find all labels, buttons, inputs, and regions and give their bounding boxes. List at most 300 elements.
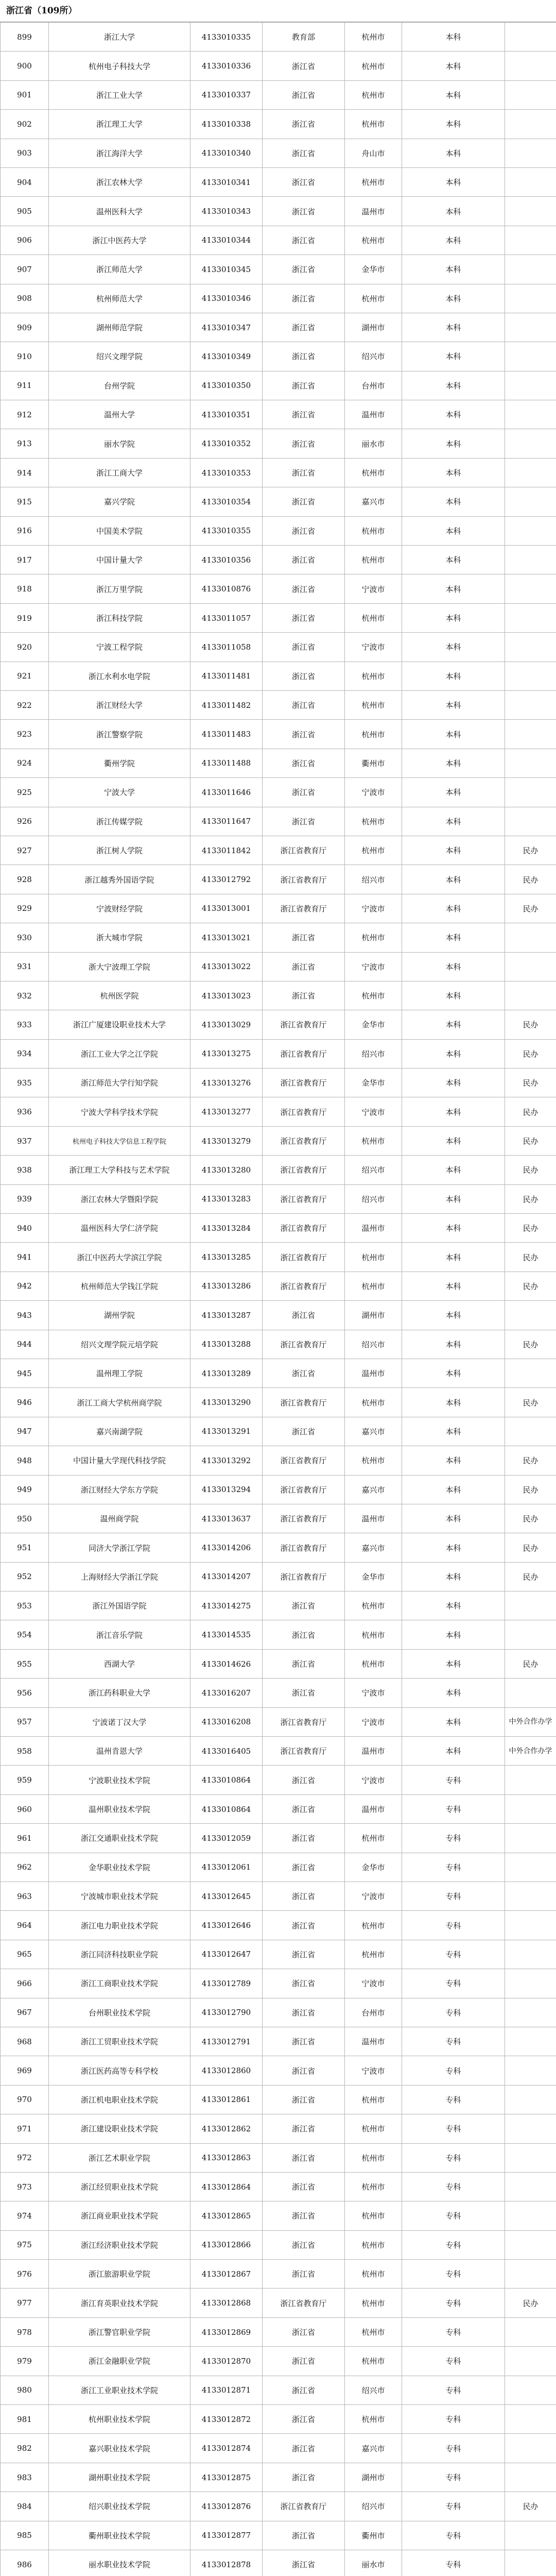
school-name-cell: 杭州职业技术学院: [49, 2405, 190, 2434]
row-index-cell: 969: [1, 2056, 49, 2085]
school-name-cell: 温州医科大学: [49, 197, 190, 226]
supervisor-cell: 浙江省: [263, 1794, 345, 1823]
row-index-cell: 936: [1, 1097, 49, 1126]
supervisor-cell: 浙江省: [263, 139, 345, 167]
table-row: [1, 110, 556, 139]
level-cell: 本科: [402, 284, 505, 313]
city-cell: 嘉兴市: [345, 1475, 402, 1504]
note-cell: [505, 342, 556, 371]
table-row: [1, 2027, 556, 2056]
note-cell: [505, 2260, 556, 2289]
table-row: [1, 80, 556, 109]
note-cell: [505, 1359, 556, 1387]
note-cell: [505, 2143, 556, 2172]
school-code-cell: 4133012862: [190, 2114, 263, 2143]
table-row: [1, 1272, 556, 1300]
row-index-cell: 906: [1, 226, 49, 255]
note-cell: [505, 1417, 556, 1446]
note-cell: [505, 1794, 556, 1823]
city-cell: 杭州市: [345, 1591, 402, 1620]
level-cell: 专科: [402, 2347, 505, 2376]
supervisor-cell: 浙江省: [263, 1591, 345, 1620]
school-code-cell: 4133013637: [190, 1504, 263, 1533]
school-code-cell: 4133013029: [190, 1010, 263, 1039]
school-name-cell: 嘉兴职业技术学院: [49, 2434, 190, 2463]
table-row: [1, 2172, 556, 2201]
city-cell: 宁波市: [345, 1969, 402, 1998]
row-index-cell: 958: [1, 1737, 49, 1766]
school-name-cell: 浙江医药高等专科学校: [49, 2056, 190, 2085]
school-code-cell: 4133011488: [190, 749, 263, 777]
city-cell: 杭州市: [345, 2201, 402, 2230]
school-name-cell: 杭州电子科技大学信息工程学院: [49, 1126, 190, 1155]
row-index-cell: 947: [1, 1417, 49, 1446]
row-index-cell: 920: [1, 633, 49, 662]
note-cell: [505, 167, 556, 196]
table-row: [1, 2405, 556, 2434]
school-name-cell: 台州职业技术学院: [49, 1998, 190, 2027]
table-row: [1, 1766, 556, 1794]
row-index-cell: 903: [1, 139, 49, 167]
level-cell: 本科: [402, 1330, 505, 1359]
note-cell: 民办: [505, 1069, 556, 1097]
supervisor-cell: 浙江省教育厅: [263, 1010, 345, 1039]
school-name-cell: 浙江工业大学: [49, 80, 190, 109]
row-index-cell: 959: [1, 1766, 49, 1794]
level-cell: 本科: [402, 1737, 505, 1766]
table-row: [1, 1184, 556, 1213]
supervisor-cell: 浙江省教育厅: [263, 1707, 345, 1736]
level-cell: 专科: [402, 2201, 505, 2230]
note-cell: [505, 981, 556, 1010]
level-cell: 本科: [402, 1446, 505, 1475]
city-cell: 杭州市: [345, 1911, 402, 1940]
city-cell: 温州市: [345, 1504, 402, 1533]
level-cell: 本科: [402, 1301, 505, 1330]
row-index-cell: 913: [1, 429, 49, 458]
school-name-cell: 浙江警察学院: [49, 720, 190, 749]
supervisor-cell: 浙江省: [263, 429, 345, 458]
school-name-cell: 浙江育英职业技术学院: [49, 2289, 190, 2317]
school-name-cell: 杭州师范大学: [49, 284, 190, 313]
school-name-cell: 温州肯恩大学: [49, 1737, 190, 1766]
school-code-cell: 4133012059: [190, 1824, 263, 1853]
school-code-cell: 4133011646: [190, 778, 263, 807]
level-cell: 专科: [402, 1882, 505, 1911]
supervisor-cell: 浙江省教育厅: [263, 1388, 345, 1417]
level-cell: 本科: [402, 1097, 505, 1126]
table-row: [1, 371, 556, 400]
level-cell: 专科: [402, 2260, 505, 2289]
school-code-cell: 4133012061: [190, 1853, 263, 1882]
school-code-cell: 4133010347: [190, 313, 263, 342]
row-index-cell: 918: [1, 574, 49, 603]
level-cell: 专科: [402, 2143, 505, 2172]
row-index-cell: 979: [1, 2347, 49, 2376]
city-cell: 温州市: [345, 400, 402, 429]
city-cell: 金华市: [345, 1010, 402, 1039]
row-index-cell: 922: [1, 690, 49, 719]
note-cell: [505, 313, 556, 342]
section-title: 浙江省（109所）: [0, 0, 556, 22]
supervisor-cell: 浙江省: [263, 1359, 345, 1387]
level-cell: 专科: [402, 1766, 505, 1794]
note-cell: 民办: [505, 1156, 556, 1184]
city-cell: 杭州市: [345, 80, 402, 109]
school-name-cell: 宁波城市职业技术学院: [49, 1882, 190, 1911]
note-cell: [505, 807, 556, 836]
note-cell: 民办: [505, 865, 556, 894]
school-name-cell: 宁波大学科学技术学院: [49, 1097, 190, 1126]
supervisor-cell: 浙江省: [263, 2550, 345, 2576]
school-code-cell: 4133012867: [190, 2260, 263, 2289]
row-index-cell: 942: [1, 1272, 49, 1300]
row-index-cell: 986: [1, 2550, 49, 2576]
school-code-cell: 4133012860: [190, 2056, 263, 2085]
supervisor-cell: 浙江省教育厅: [263, 1475, 345, 1504]
city-cell: 杭州市: [345, 284, 402, 313]
supervisor-cell: 浙江省教育厅: [263, 1184, 345, 1213]
table-row: [1, 865, 556, 894]
school-name-cell: 浙江海洋大学: [49, 139, 190, 167]
school-code-cell: 4133010355: [190, 516, 263, 545]
city-cell: 宁波市: [345, 952, 402, 981]
school-code-cell: 4133012792: [190, 865, 263, 894]
supervisor-cell: 浙江省: [263, 400, 345, 429]
school-name-cell: 金华职业技术学院: [49, 1853, 190, 1882]
table-row: [1, 1969, 556, 1998]
city-cell: 杭州市: [345, 546, 402, 574]
table-row: [1, 603, 556, 632]
note-cell: [505, 400, 556, 429]
school-code-cell: 4133014626: [190, 1649, 263, 1678]
school-name-cell: 上海财经大学浙江学院: [49, 1562, 190, 1591]
row-index-cell: 976: [1, 2260, 49, 2289]
school-name-cell: 浙江工商大学杭州商学院: [49, 1388, 190, 1417]
note-cell: [505, 2376, 556, 2404]
note-cell: 民办: [505, 1184, 556, 1213]
school-code-cell: 4133010346: [190, 284, 263, 313]
city-cell: 杭州市: [345, 2114, 402, 2143]
level-cell: 本科: [402, 516, 505, 545]
school-code-cell: 4133016405: [190, 1737, 263, 1766]
row-index-cell: 945: [1, 1359, 49, 1387]
level-cell: 专科: [402, 2056, 505, 2085]
school-code-cell: 4133012789: [190, 1969, 263, 1998]
supervisor-cell: 浙江省: [263, 516, 345, 545]
supervisor-cell: 浙江省: [263, 546, 345, 574]
supervisor-cell: 浙江省: [263, 778, 345, 807]
note-cell: [505, 2085, 556, 2114]
city-cell: 台州市: [345, 371, 402, 400]
school-code-cell: 4133013288: [190, 1330, 263, 1359]
school-name-cell: 浙江工业职业技术学院: [49, 2376, 190, 2404]
city-cell: 杭州市: [345, 2260, 402, 2289]
level-cell: 本科: [402, 1620, 505, 1649]
note-cell: 民办: [505, 1388, 556, 1417]
row-index-cell: 953: [1, 1591, 49, 1620]
supervisor-cell: 浙江省: [263, 2172, 345, 2201]
city-cell: 杭州市: [345, 1388, 402, 1417]
note-cell: [505, 1911, 556, 1940]
school-name-cell: 浙江药科职业大学: [49, 1679, 190, 1707]
level-cell: 本科: [402, 778, 505, 807]
note-cell: 民办: [505, 1533, 556, 1562]
level-cell: 专科: [402, 1853, 505, 1882]
city-cell: 杭州市: [345, 167, 402, 196]
city-cell: 杭州市: [345, 1272, 402, 1300]
level-cell: 本科: [402, 371, 505, 400]
note-cell: [505, 2056, 556, 2085]
row-index-cell: 983: [1, 2463, 49, 2492]
city-cell: 杭州市: [345, 226, 402, 255]
school-code-cell: 4133012872: [190, 2405, 263, 2434]
supervisor-cell: 浙江省: [263, 2143, 345, 2172]
table-row: [1, 2230, 556, 2259]
level-cell: 专科: [402, 1824, 505, 1853]
note-cell: 民办: [505, 1475, 556, 1504]
note-cell: [505, 1766, 556, 1794]
note-cell: [505, 139, 556, 167]
school-name-cell: 浙江传媒学院: [49, 807, 190, 836]
note-cell: [505, 1591, 556, 1620]
city-cell: 绍兴市: [345, 1039, 402, 1068]
school-code-cell: 4133013285: [190, 1243, 263, 1272]
row-index-cell: 973: [1, 2172, 49, 2201]
school-name-cell: 中国计量大学现代科技学院: [49, 1446, 190, 1475]
school-code-cell: 4133012861: [190, 2085, 263, 2114]
school-name-cell: 浙江经济职业技术学院: [49, 2230, 190, 2259]
row-index-cell: 901: [1, 80, 49, 109]
supervisor-cell: 浙江省教育厅: [263, 1533, 345, 1562]
table-row: [1, 1010, 556, 1039]
table-row: [1, 2085, 556, 2114]
level-cell: 本科: [402, 1475, 505, 1504]
supervisor-cell: 浙江省: [263, 981, 345, 1010]
school-code-cell: 4133016208: [190, 1707, 263, 1736]
supervisor-cell: 浙江省: [263, 110, 345, 139]
supervisor-cell: 浙江省教育厅: [263, 1097, 345, 1126]
school-code-cell: 4133012869: [190, 2317, 263, 2346]
school-name-cell: 湖州职业技术学院: [49, 2463, 190, 2492]
supervisor-cell: 浙江省教育厅: [263, 1069, 345, 1097]
level-cell: 本科: [402, 400, 505, 429]
supervisor-cell: 浙江省: [263, 2114, 345, 2143]
school-code-cell: 4133012875: [190, 2463, 263, 2492]
table-row: [1, 1707, 556, 1736]
table-row: [1, 1069, 556, 1097]
level-cell: 本科: [402, 226, 505, 255]
supervisor-cell: 浙江省: [263, 749, 345, 777]
supervisor-cell: 浙江省教育厅: [263, 1214, 345, 1243]
supervisor-cell: 浙江省教育厅: [263, 1039, 345, 1068]
school-name-cell: 浙江万里学院: [49, 574, 190, 603]
table-row: [1, 1156, 556, 1184]
table-row: [1, 2201, 556, 2230]
level-cell: 本科: [402, 836, 505, 865]
supervisor-cell: 浙江省: [263, 1911, 345, 1940]
school-code-cell: 4133013294: [190, 1475, 263, 1504]
supervisor-cell: 浙江省: [263, 1301, 345, 1330]
city-cell: 宁波市: [345, 894, 402, 923]
city-cell: 杭州市: [345, 1824, 402, 1853]
supervisor-cell: 浙江省教育厅: [263, 1446, 345, 1475]
school-code-cell: 4133010352: [190, 429, 263, 458]
school-name-cell: 浙江交通职业技术学院: [49, 1824, 190, 1853]
row-index-cell: 917: [1, 546, 49, 574]
school-code-cell: 4133012876: [190, 2492, 263, 2521]
table-row: [1, 2550, 556, 2576]
school-code-cell: 4133013279: [190, 1126, 263, 1155]
level-cell: 本科: [402, 894, 505, 923]
city-cell: 嘉兴市: [345, 487, 402, 516]
school-name-cell: 湖州师范学院: [49, 313, 190, 342]
school-code-cell: 4133014275: [190, 1591, 263, 1620]
city-cell: 杭州市: [345, 2085, 402, 2114]
table-row: [1, 2347, 556, 2376]
table-row: [1, 2492, 556, 2521]
school-name-cell: 浙江树人学院: [49, 836, 190, 865]
school-name-cell: 宁波财经学院: [49, 894, 190, 923]
table-row: [1, 1940, 556, 1969]
note-cell: 民办: [505, 1330, 556, 1359]
note-cell: [505, 2027, 556, 2056]
city-cell: 杭州市: [345, 23, 402, 52]
supervisor-cell: 浙江省: [263, 2521, 345, 2550]
school-name-cell: 浙江大学: [49, 23, 190, 52]
school-name-cell: 浙江师范大学行知学院: [49, 1069, 190, 1097]
row-index-cell: 985: [1, 2521, 49, 2550]
supervisor-cell: 浙江省教育厅: [263, 1243, 345, 1272]
city-cell: 宁波市: [345, 1882, 402, 1911]
supervisor-cell: 浙江省: [263, 1940, 345, 1969]
row-index-cell: 934: [1, 1039, 49, 1068]
note-cell: [505, 1824, 556, 1853]
row-index-cell: 929: [1, 894, 49, 923]
row-index-cell: 899: [1, 23, 49, 52]
table-row: [1, 633, 556, 662]
city-cell: 温州市: [345, 1737, 402, 1766]
row-index-cell: 907: [1, 255, 49, 284]
supervisor-cell: 浙江省: [263, 574, 345, 603]
city-cell: 杭州市: [345, 2143, 402, 2172]
school-name-cell: 浙江工贸职业技术学院: [49, 2027, 190, 2056]
note-cell: [505, 110, 556, 139]
row-index-cell: 926: [1, 807, 49, 836]
city-cell: 杭州市: [345, 52, 402, 80]
school-name-cell: 杭州师范大学钱江学院: [49, 1272, 190, 1300]
level-cell: 本科: [402, 1679, 505, 1707]
note-cell: [505, 516, 556, 545]
row-index-cell: 982: [1, 2434, 49, 2463]
note-cell: 民办: [505, 1039, 556, 1068]
level-cell: 专科: [402, 2027, 505, 2056]
level-cell: 本科: [402, 1649, 505, 1678]
note-cell: [505, 2317, 556, 2346]
school-name-cell: 温州医科大学仁济学院: [49, 1214, 190, 1243]
table-row: [1, 2114, 556, 2143]
school-code-cell: 4133010356: [190, 546, 263, 574]
school-code-cell: 4133016207: [190, 1679, 263, 1707]
row-index-cell: 946: [1, 1388, 49, 1417]
level-cell: 本科: [402, 923, 505, 952]
note-cell: 中外合作办学: [505, 1707, 556, 1736]
city-cell: 湖州市: [345, 1301, 402, 1330]
university-table: [0, 22, 556, 2576]
school-name-cell: 浙江工商职业技术学院: [49, 1969, 190, 1998]
table-row: [1, 923, 556, 952]
row-index-cell: 972: [1, 2143, 49, 2172]
table-row: [1, 52, 556, 80]
level-cell: 本科: [402, 313, 505, 342]
supervisor-cell: 浙江省: [263, 2230, 345, 2259]
note-cell: 民办: [505, 1446, 556, 1475]
city-cell: 杭州市: [345, 110, 402, 139]
school-name-cell: 浙江外国语学院: [49, 1591, 190, 1620]
school-code-cell: 4133012863: [190, 2143, 263, 2172]
school-code-cell: 4133010351: [190, 400, 263, 429]
city-cell: 杭州市: [345, 1126, 402, 1155]
table-row: [1, 1097, 556, 1126]
row-index-cell: 971: [1, 2114, 49, 2143]
level-cell: 本科: [402, 1504, 505, 1533]
supervisor-cell: 浙江省教育厅: [263, 1272, 345, 1300]
school-name-cell: 浙江中医药大学滨江学院: [49, 1243, 190, 1272]
school-code-cell: 4133014207: [190, 1562, 263, 1591]
supervisor-cell: 浙江省教育厅: [263, 865, 345, 894]
note-cell: [505, 2463, 556, 2492]
school-code-cell: 4133013291: [190, 1417, 263, 1446]
table-row: [1, 720, 556, 749]
row-index-cell: 981: [1, 2405, 49, 2434]
city-cell: 温州市: [345, 197, 402, 226]
city-cell: 杭州市: [345, 2172, 402, 2201]
city-cell: 宁波市: [345, 778, 402, 807]
level-cell: 本科: [402, 429, 505, 458]
level-cell: 专科: [402, 2317, 505, 2346]
note-cell: 民办: [505, 1214, 556, 1243]
level-cell: 专科: [402, 1969, 505, 1998]
supervisor-cell: 浙江省教育厅: [263, 1330, 345, 1359]
table-row: [1, 894, 556, 923]
table-row: [1, 1649, 556, 1678]
table-row: [1, 1853, 556, 1882]
city-cell: 杭州市: [345, 1940, 402, 1969]
note-cell: 民办: [505, 894, 556, 923]
level-cell: 本科: [402, 749, 505, 777]
city-cell: 嘉兴市: [345, 1417, 402, 1446]
table-row: [1, 342, 556, 371]
school-code-cell: 4133010864: [190, 1794, 263, 1823]
level-cell: 本科: [402, 1039, 505, 1068]
city-cell: 杭州市: [345, 1243, 402, 1272]
table-row: [1, 255, 556, 284]
row-index-cell: 908: [1, 284, 49, 313]
supervisor-cell: 浙江省: [263, 2260, 345, 2289]
table-row: [1, 487, 556, 516]
school-code-cell: 4133010343: [190, 197, 263, 226]
table-row: [1, 2260, 556, 2289]
city-cell: 绍兴市: [345, 1330, 402, 1359]
school-code-cell: 4133012866: [190, 2230, 263, 2259]
table-row: [1, 2143, 556, 2172]
city-cell: 杭州市: [345, 690, 402, 719]
table-row: [1, 284, 556, 313]
row-index-cell: 911: [1, 371, 49, 400]
row-index-cell: 966: [1, 1969, 49, 1998]
supervisor-cell: 浙江省教育厅: [263, 1156, 345, 1184]
city-cell: 金华市: [345, 255, 402, 284]
